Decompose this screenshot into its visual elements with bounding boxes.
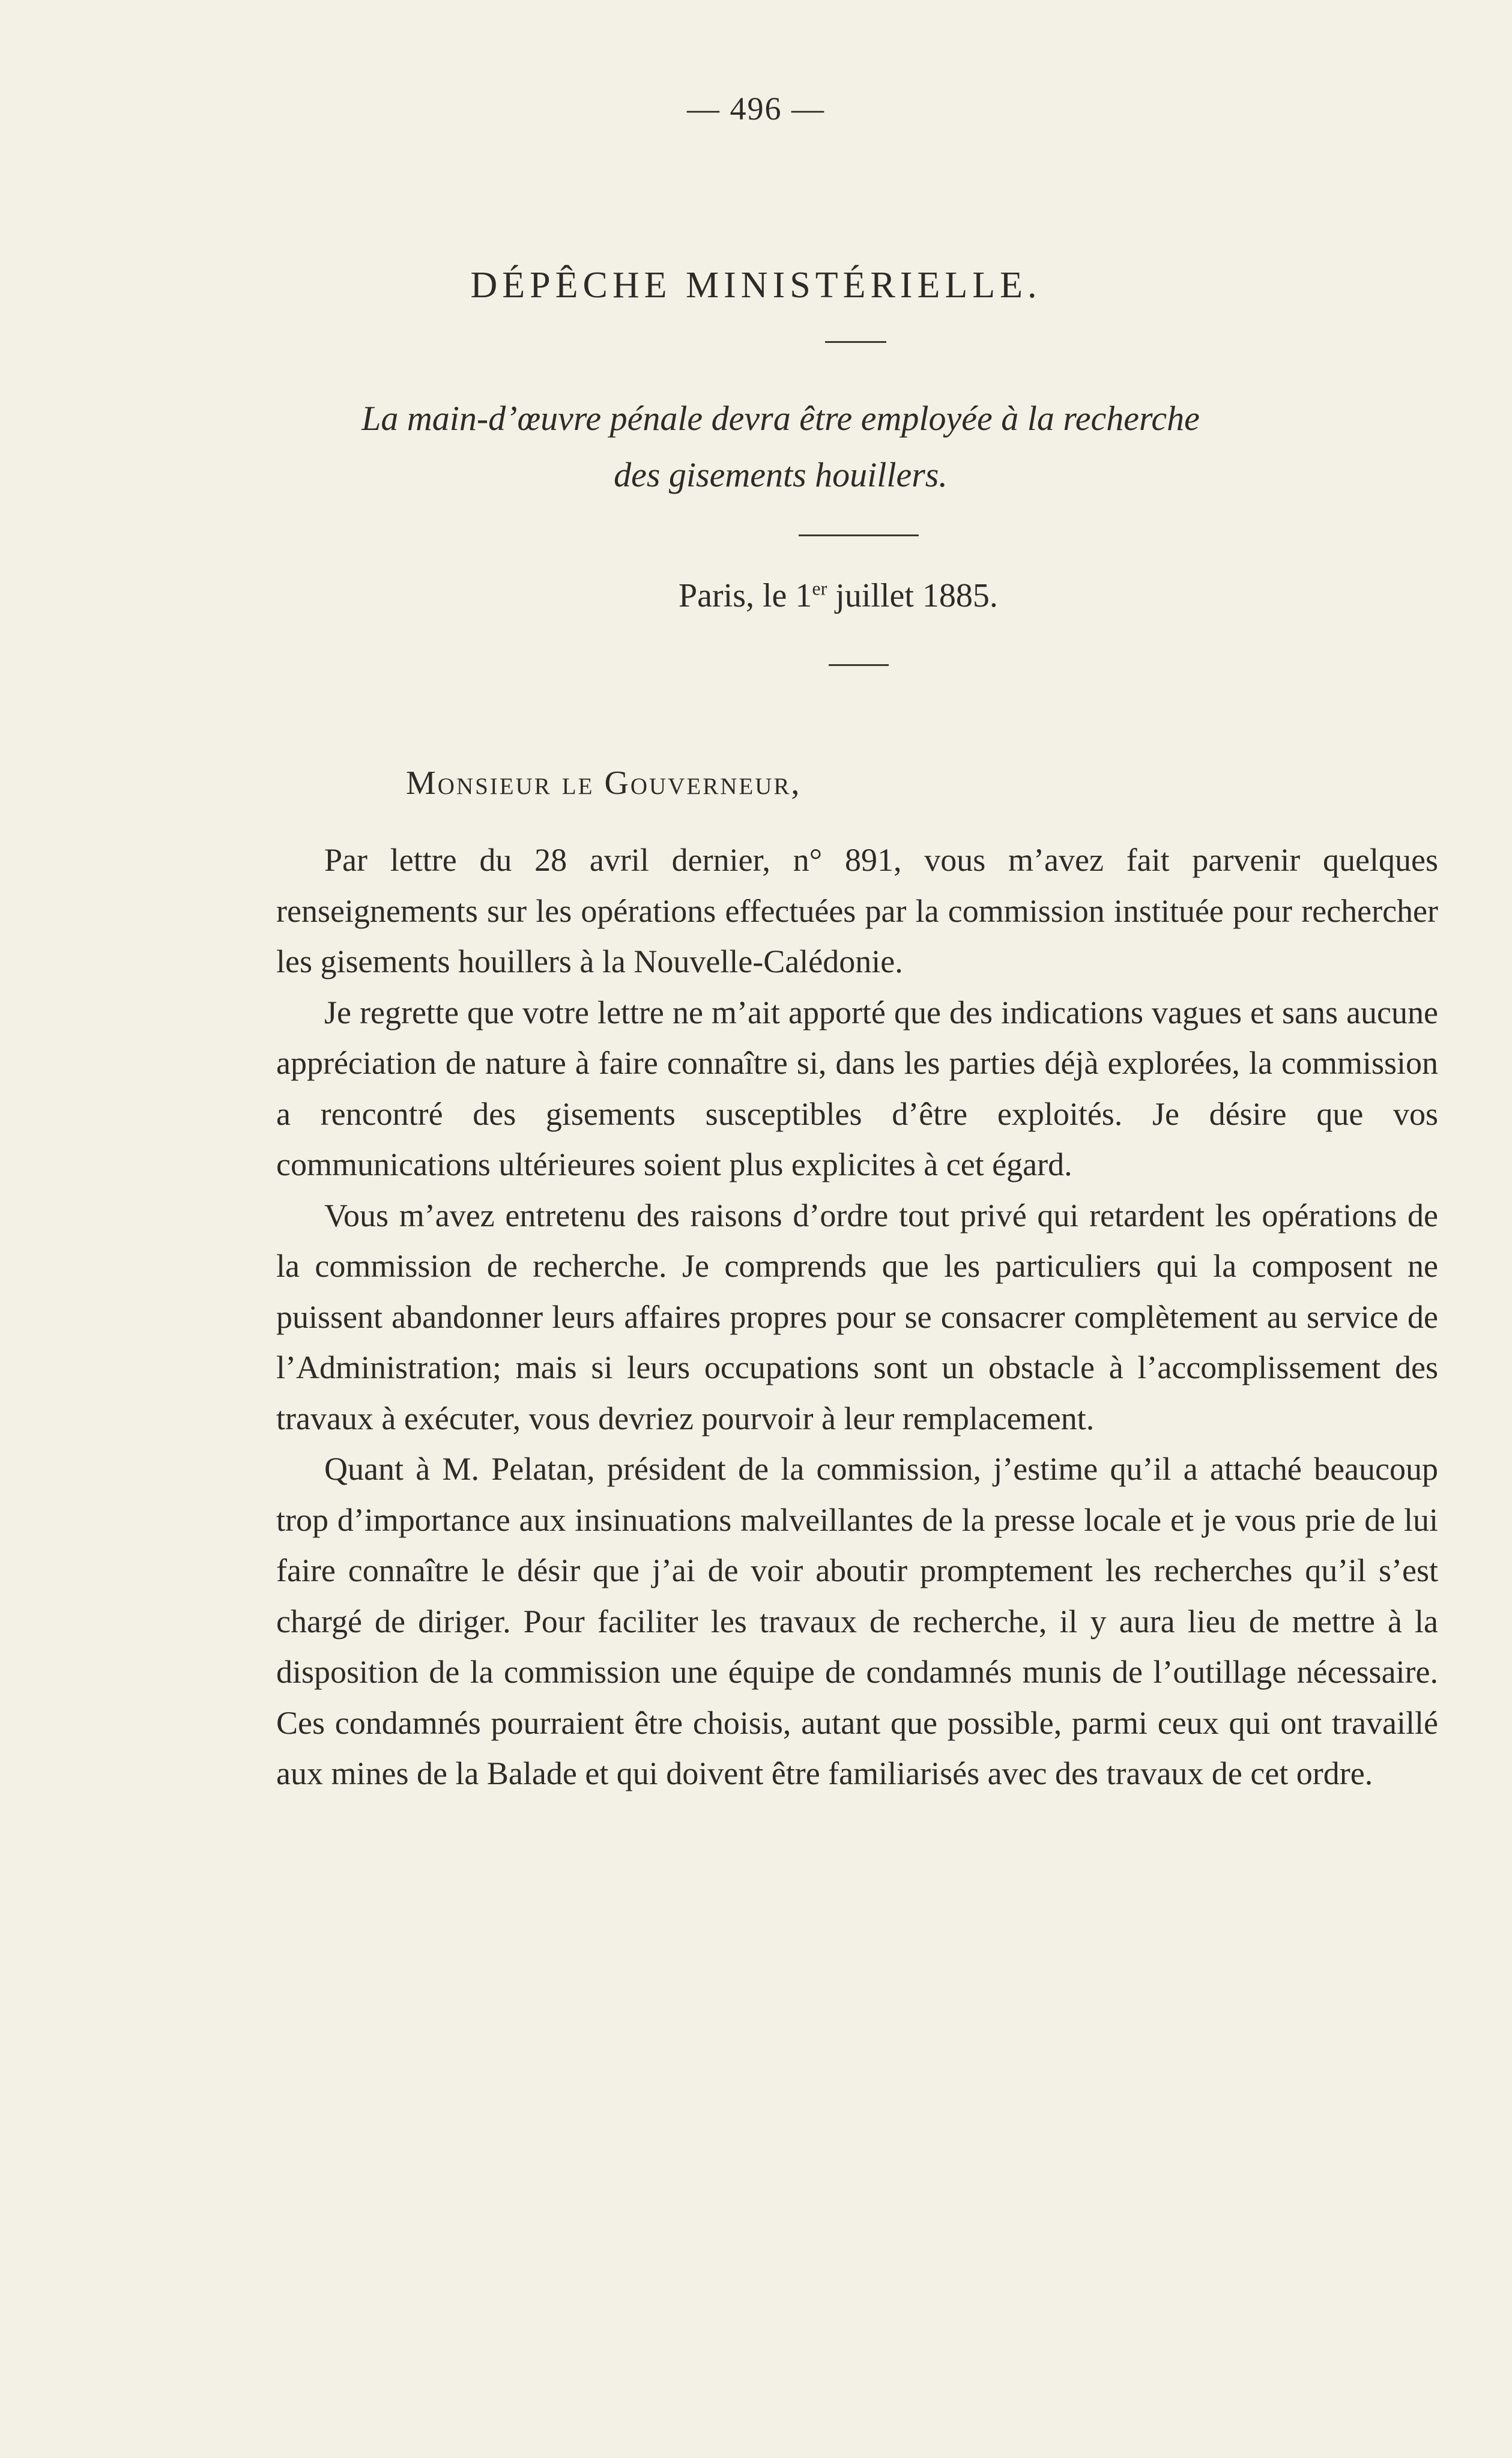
subtitle-line-2: des gisements houillers. bbox=[614, 455, 948, 494]
dateline bbox=[679, 577, 998, 615]
salutation: Monsieur le Gouverneur, bbox=[406, 764, 802, 802]
dateline-divider bbox=[829, 664, 889, 666]
page-number: — 496 — bbox=[687, 91, 825, 127]
letter-body bbox=[276, 835, 1438, 1799]
dateline-superscript: er bbox=[812, 577, 827, 599]
title-divider bbox=[825, 341, 886, 343]
paragraph-1: Par lettre du 28 avril dernier, n° 891, vous m’avez fait parvenir quelques renseignements sur les opérations effectuées par la commission instituée pour rechercher les gisements houillers à la Nouvelle-Calédonie. bbox=[276, 842, 1438, 979]
document-subtitle bbox=[360, 390, 1201, 503]
dateline-suffix: juillet 1885. bbox=[827, 577, 998, 614]
paragraph-4: Quant à M. Pelatan, président de la commission, j’estime qu’il a attaché beaucoup trop d’importance aux insinuations malveillantes de la presse locale et je vous prie de lui faire connaître le désir que j’ai de voir aboutir promptement les recherches qu’il s’est chargé de diriger. Pour faciliter les travaux de recherche, il y aura lieu de mettre à la disposition de la commission une équipe de condamnés munis de l’outillage nécessaire. Ces condamnés pourraient être choisis, autant que possible, parmi ceux qui ont travaillé aux mines de la Balade et qui doivent être familiarisés avec des travaux de cet ordre. bbox=[276, 1451, 1438, 1791]
document-title: DÉPÊCHE MINISTÉRIELLE. bbox=[470, 265, 1042, 306]
paragraph-3: Vous m’avez entretenu des raisons d’ordre tout privé qui retardent les opérations de la commission de recherche. Je comprends que les particuliers qui la composent ne puissent abandonner leurs affaires propres pour se consacrer complètement au service de l’Administration; mais si leurs occupations sont un obstacle à l’accomplissement des travaux à exécuter, vous devriez pourvoir à leur remplacement. bbox=[276, 1197, 1438, 1436]
subtitle-line-1: La main-d’œuvre pénale devra être employée à la recherche bbox=[361, 399, 1200, 438]
paragraph-2: Je regrette que votre lettre ne m’ait apporté que des indications vagues et sans aucune appréciation de nature à faire connaître si, dans les parties déjà explorées, la commission a rencontré des gisements susceptibles d’être exploités. Je désire que vos communications ultérieures soient plus explicites à cet égard. bbox=[276, 994, 1438, 1182]
subtitle-divider bbox=[799, 534, 919, 536]
dateline-prefix: Paris, le 1 bbox=[679, 577, 812, 614]
